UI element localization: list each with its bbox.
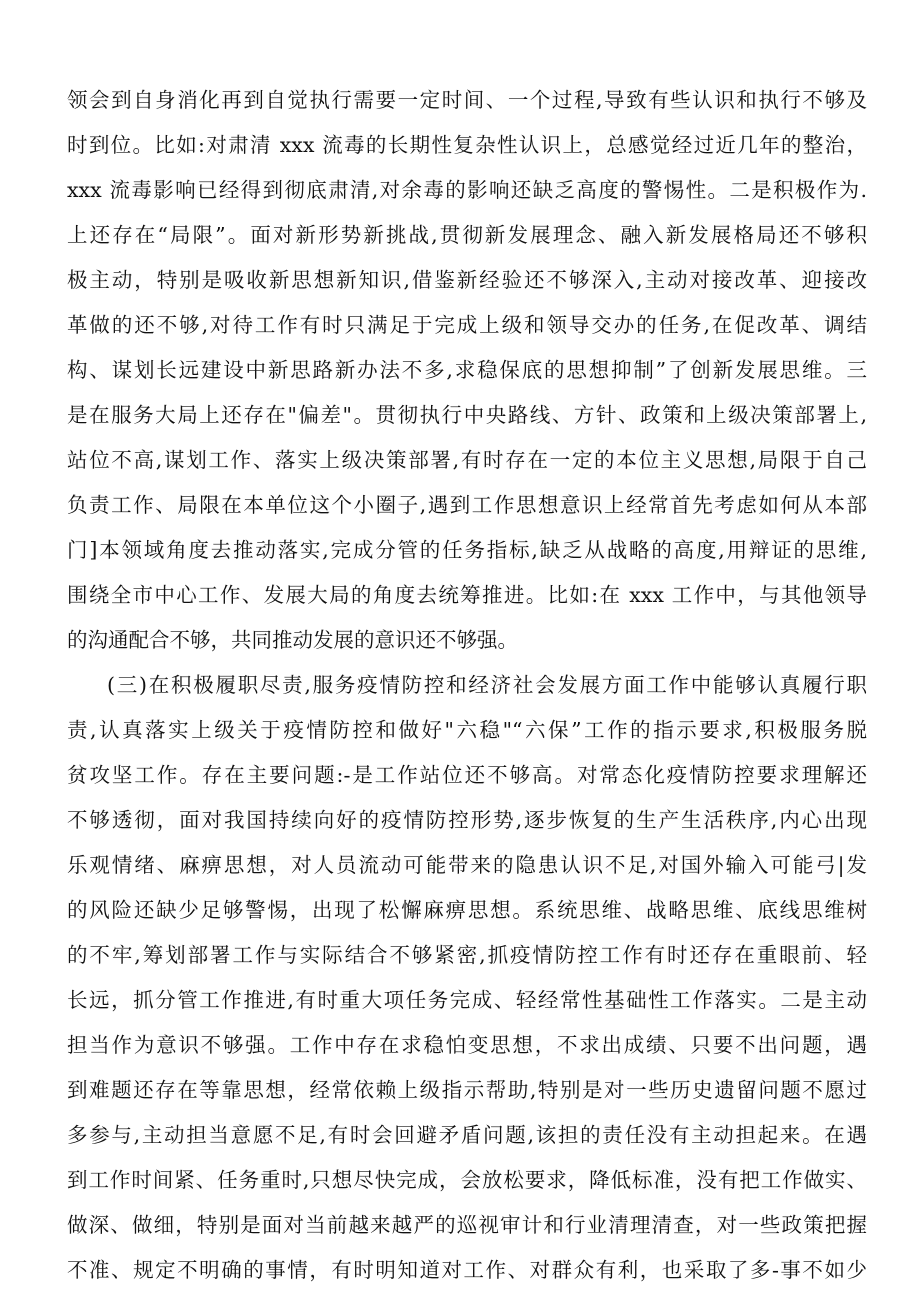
text-line-5: 极主动，特别是吸收新思想新知识,借鉴新经验还不够深入,主动对接改革、迎接改 — [67, 268, 867, 292]
text-line-23: 到难题还存在等靠思想，经常依赖上级指示帮助,特别是对一些历史遗留问题不愿过 — [67, 1078, 867, 1102]
text-line-6: 革做的还不够,对待工作有时只满足于完成上级和领导交办的任务,在促改革、调结 — [67, 313, 867, 337]
text-line-19: 的风险还缺少足够警惕，出现了松懈麻痹思想。系统思维、战略思维、底线思维树 — [67, 898, 867, 922]
text-line-7: 构、谋划长远建设中新思路新办法不多,求稳保底的思想抑制”了创新发展思维。三 — [67, 358, 867, 382]
text-line-25: 到工作时间紧、任务重时,只想尽快完成，会放松要求，降低标准，没有把工作做实、 — [67, 1168, 867, 1192]
text-line-27: 不准、规定不明确的事情，有时明知道对工作、对群众有利，也采取了多-事不如少 — [67, 1258, 867, 1282]
text-line-10: 负责工作、局限在本单位这个小圈子,遇到工作思想意识上经常首先考虑如何从本部 — [67, 493, 867, 517]
text-line-3: xxx 流毒影响已经得到彻底肃清,对余毒的影响还缺乏高度的警惕性。二是积极作为. — [67, 178, 867, 202]
text-line-22: 担当作为意识不够强。工作中存在求稳怕变思想，不求出成绩、只要不出问题，遇 — [67, 1033, 867, 1057]
text-line-17: 不够透彻，面对我国持续向好的疫情防控形势,逐步恢复的生产生活秩序,内心出现 — [67, 808, 867, 832]
text-line-12: 围绕全市中心工作、发展大局的角度去统筹推进。比如:在 xxx 工作中，与其他领导 — [67, 583, 867, 607]
text-line-20: 的不牢,筹划部署工作与实际结合不够紧密,抓疫情防控工作有时还存在重眼前、轻 — [67, 943, 867, 967]
text-line-1: 领会到自身消化再到自觉执行需要一定时间、一个过程,导致有些认识和执行不够及 — [67, 88, 867, 112]
text-line-15: 责,认真落实上级关于疫情防控和做好"六稳"“六保”工作的指示要求,积极服务脱 — [67, 718, 867, 742]
text-line-16: 贫攻坚工作。存在主要问题:-是工作站位还不够高。对常态化疫情防控要求理解还 — [67, 763, 867, 787]
paragraph-start-line: (三)在积极履职尽责,服务疫情防控和经济社会发展方面工作中能够认真履行职 — [107, 673, 867, 697]
text-line-4: 上还存在“局限”。面对新形势新挑战,贯彻新发展理念、融入新发展格局还不够积 — [67, 223, 867, 247]
text-line-11: 门]本领域角度去推动落实,完成分管的任务指标,缺乏从战略的高度,用辩证的思维, — [67, 538, 867, 562]
text-line-2: 时到位。比如:对肃清 xxx 流毒的长期性复杂性认识上，总感觉经过近几年的整治， — [67, 133, 867, 157]
text-line-21: 长远，抓分管工作推进,有时重大项任务完成、轻经常性基础性工作落实。二是主动 — [67, 988, 867, 1012]
text-line-8: 是在服务大局上还存在"偏差"。贯彻执行中央路线、方针、政策和上级决策部署上, — [67, 403, 867, 427]
text-line-26: 做深、做细，特别是面对当前越来越严的巡视审计和行业清理清查，对一些政策把握 — [67, 1213, 867, 1237]
text-line-24: 多参与,主动担当意愿不足,有时会回避矛盾问题,该担的责任没有主动担起来。在遇 — [67, 1123, 867, 1147]
text-line-9: 站位不高,谋划工作、落实上级决策部署,有时存在一定的本位主义思想,局限于自己 — [67, 448, 867, 472]
text-line-18: 乐观情绪、麻痹思想，对人员流动可能带来的隐患认识不足,对国外输入可能弓|发 — [67, 853, 867, 877]
text-line-13: 的沟通配合不够，共同推动发展的意识还不够强。 — [67, 628, 518, 652]
